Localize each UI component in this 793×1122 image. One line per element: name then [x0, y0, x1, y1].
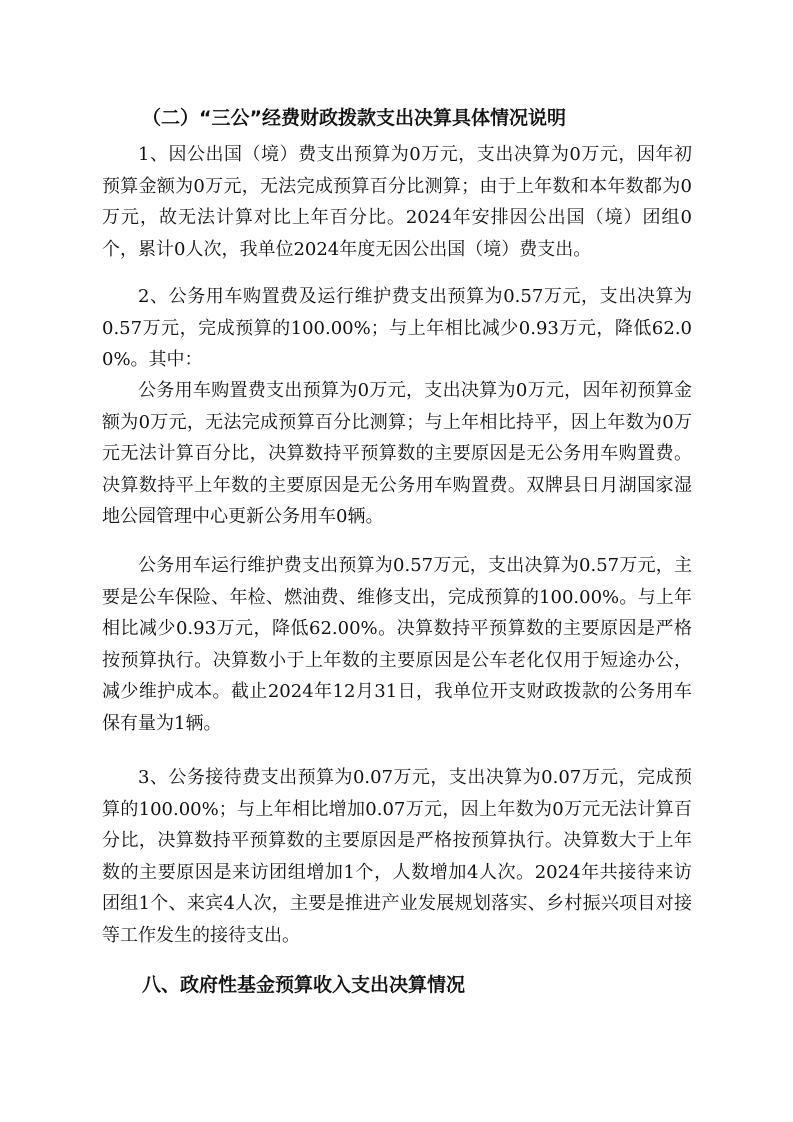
paragraph-vehicle-maintenance: 公务用车运行维护费支出预算为0.57万元，支出决算为0.57万元，主要是公车保险、年检、燃油费、维修支出，完成预算的100.00%。与上年相比减少0.93万元，降低62.00%。决算数持平预算数的主要原因是严格按预算执行。决算数小于上年数的主要原因是公车老化仅用于短途办公，减少维护成本。截止2024年12月31日，我单位开支财政拨款的公务用车保有量为1辆。	[102, 555, 692, 734]
section-heading: （二）“三公”经费财政拨款支出决算具体情况说明	[142, 107, 566, 129]
next-section-heading: 八、政府性基金预算收入支出决算情况	[142, 974, 466, 996]
paragraph-overseas-travel: 1、因公出国（境）费支出预算为0万元，支出决算为0万元，因年初预算金额为0万元，无法完成预算百分比测算；由于上年数和本年数都为0万元，故无法计算对比上年百分比。2024年安排因公出国（境）团组0个，累计0人次，我单位2024年度无因公出国（境）费支出。	[102, 144, 692, 260]
paragraph-vehicle-total: 2、公务用车购置费及运行维护费支出预算为0.57万元，支出决算为0.57万元，完成预算的100.00%；与上年相比减少0.93万元，降低62.00%。其中：	[102, 286, 692, 370]
paragraph-reception: 3、公务接待费支出预算为0.07万元，支出决算为0.07万元，完成预算的100.00%；与上年相比增加0.07万元，因上年数为0万元无法计算百分比，决算数持平预算数的主要原因是严格按预算执行。决算数大于上年数的主要原因是来访团组增加1个，人数增加4人次。2024年共接待来访团组1个、来宾4人次，主要是推进产业发展规划落实、乡村振兴项目对接等工作发生的接待支出。	[102, 767, 692, 946]
paragraph-vehicle-purchase: 公务用车购置费支出预算为0万元，支出决算为0万元，因年初预算金额为0万元，无法完成预算百分比测算；与上年相比持平，因上年数为0万元无法计算百分比，决算数持平预算数的主要原因是无公务用车购置费。决算数持平上年数的主要原因是无公务用车购置费。双牌县日月湖国家湿地公园管理中心更新公务用车0辆。	[102, 380, 692, 527]
